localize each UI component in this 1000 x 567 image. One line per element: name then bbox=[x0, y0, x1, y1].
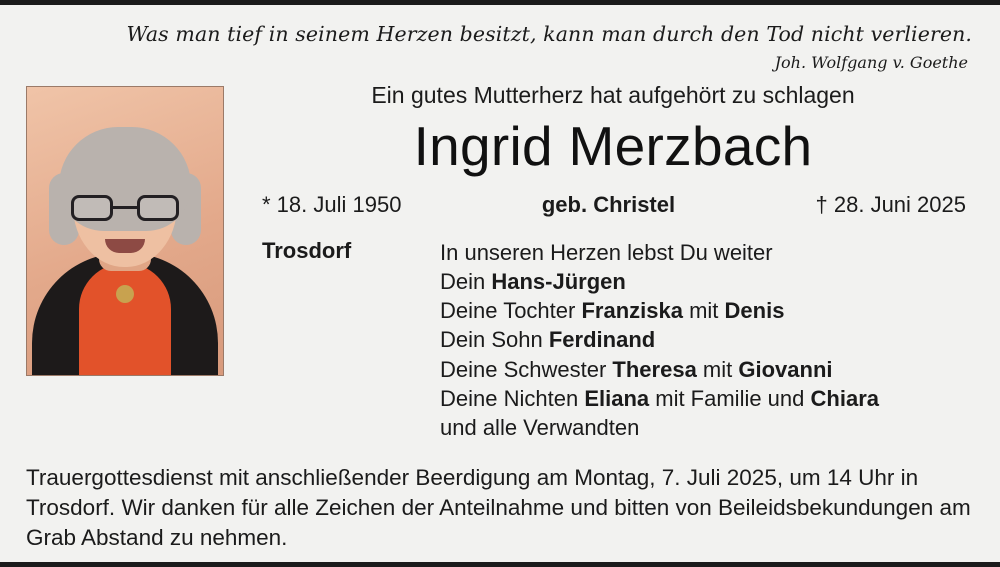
mourner-name: Franziska bbox=[581, 298, 683, 324]
mourner-prefix: Deine Tochter bbox=[440, 298, 582, 324]
list-item bbox=[440, 384, 879, 413]
photo-column bbox=[0, 80, 250, 376]
mourner-name: Hans-Jürgen bbox=[491, 269, 626, 295]
mourners-headline: In unseren Herzen lebst Du weiter bbox=[440, 240, 773, 266]
list-item bbox=[440, 325, 879, 354]
place-name: Trosdorf bbox=[262, 238, 352, 264]
photo-pendant bbox=[116, 285, 134, 303]
top-border-rule bbox=[0, 0, 1000, 5]
mourner-name-secondary: Chiara bbox=[810, 385, 879, 411]
photo-glasses-bridge bbox=[113, 206, 137, 209]
main-row bbox=[0, 80, 1000, 442]
deceased-name: Ingrid Merzbach bbox=[413, 115, 813, 177]
mourner-prefix: Deine Schwester bbox=[440, 356, 613, 382]
list-item bbox=[440, 296, 879, 325]
list-item bbox=[440, 267, 879, 296]
funeral-details: Trauergottesdienst mit anschließender Beerdigung am Montag, 7. Juli 2025, um 14 Uhr in Trosdorf. Wir danken für alle Zeichen der Anteilnahme und bitten von Beileidsbekundungen am Grab Abstand zu nehmen. bbox=[26, 465, 971, 551]
photo-glasses-lens-left bbox=[71, 195, 113, 221]
intro-line: Ein gutes Mutterherz hat aufgehört zu schlagen bbox=[371, 82, 855, 108]
photo-glasses-lens-right bbox=[137, 195, 179, 221]
mourner-name-secondary: Denis bbox=[724, 298, 785, 324]
text-column bbox=[250, 80, 1000, 442]
mourner-name: Eliana bbox=[584, 385, 650, 411]
portrait-photo bbox=[26, 86, 224, 376]
mourner-name: Theresa bbox=[612, 356, 697, 382]
mourner-name: Ferdinand bbox=[548, 327, 656, 353]
mourners-section bbox=[256, 238, 970, 441]
mourner-connector: mit bbox=[696, 356, 739, 382]
bottom-border-rule bbox=[0, 562, 1000, 567]
maiden-name: geb. Christel bbox=[541, 192, 676, 218]
quote-text: Was man tief in seinem Herzen besitzt, kann man durch den Tod nicht verlieren. bbox=[126, 22, 972, 46]
birth-date: * 18. Juli 1950 bbox=[262, 192, 402, 218]
mourner-prefix: Dein Sohn bbox=[440, 327, 549, 353]
mourner-prefix: und alle Verwandten bbox=[440, 414, 640, 440]
mourner-name-secondary: Giovanni bbox=[738, 356, 833, 382]
list-item bbox=[440, 413, 879, 442]
mourner-prefix: Dein bbox=[440, 269, 492, 295]
mourner-prefix: Deine Nichten bbox=[440, 385, 585, 411]
quote-author: Joh. Wolfgang v. Goethe bbox=[774, 53, 968, 72]
mourners-list bbox=[440, 238, 879, 441]
quote-block bbox=[0, 0, 1000, 72]
mourner-connector: mit Familie und bbox=[649, 385, 811, 411]
list-item bbox=[440, 355, 879, 384]
death-date: † 28. Juni 2025 bbox=[815, 192, 966, 218]
photo-glasses bbox=[71, 195, 179, 221]
dates-row bbox=[256, 192, 970, 218]
mourner-connector: mit bbox=[682, 298, 725, 324]
photo-shirt bbox=[79, 263, 171, 376]
